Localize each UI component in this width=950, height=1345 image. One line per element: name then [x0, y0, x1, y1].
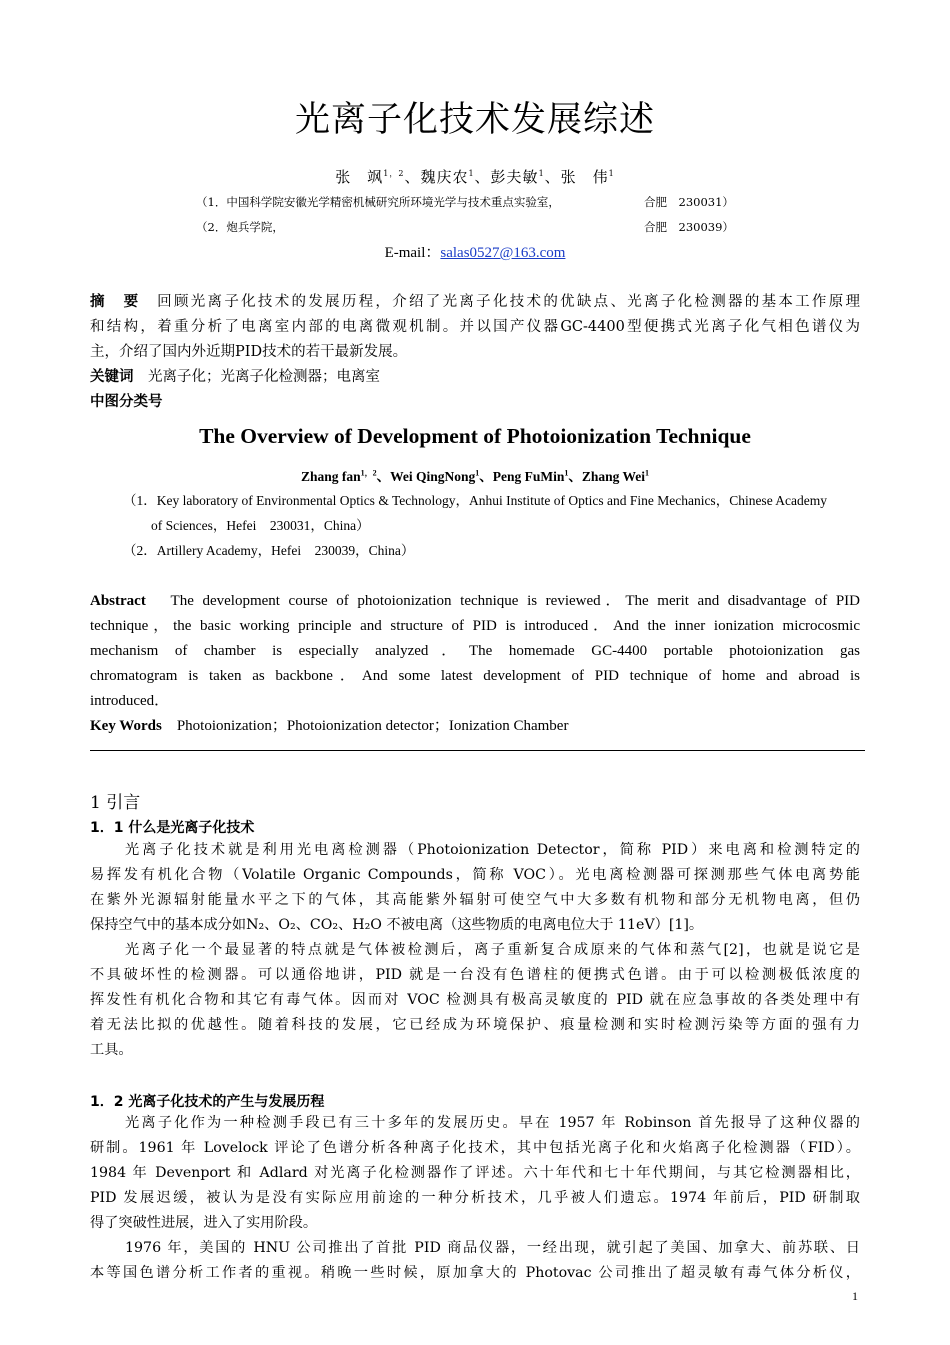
page-number: 1	[852, 1289, 858, 1303]
keywords-en: Key Words Photoionization；Photoionization detector；Ionization Chamber	[90, 718, 569, 734]
affiliation-cn-1: （1．中国科学院安徽光学精密机械研究所环境光学与技术重点实验室， 合肥 230031）	[196, 195, 734, 209]
section-1-heading: 1 引言	[90, 793, 141, 813]
subsection-1-2-body: 光离子化作为一种检测手段已有三十多年的发展历史。早在 1957 年 Robinson 首先报导了这种仪器的 研制。1961 年 Lovelock 评论了色谱分析各种离子化技术，其中包括光离子化和火焰离子化检测器（FID）。 1984 年 Devenport 和 Adlard 对光离子化检测器作了评述。六十年代和七十年代期间，与其它检测器相比， PID 发展迟缓，被认为是没有实际应用前途的一种分析技术，几乎被人们遗忘。1974 年前后，PID 研制取 得了突破性进展，进入了实用阶段。 1976 年，美国的 HNU 公司推出了首批 PID 商品仪器，一经出现，就引起了美国、加拿大、前苏联、日 本等国色谱分析工作者的重视。稍晚一些时候，原加拿大的 Photovac 公司推出了超灵敏有毒气体分析仪，	[90, 1115, 860, 1281]
affiliation-cn-2: （2．炮兵学院， 合肥 230039）	[196, 220, 734, 234]
divider	[90, 750, 865, 751]
abstract-en: Abstract The development course of photoionization technique is reviewed．The merit and disadvantage of PID technique，the basic working principle and structure of PID is introduced．And the inner ionization microcosmic mechanism of chamber is especially analyzed．The homemade GC-4400 portable photoionization gas chromatogram is taken as backbone．And some latest development of PID technique of home and abroad is introduced． Key Words Photoionization；Photoionization detector；Ionization Chamber	[90, 589, 860, 739]
subsection-1-1-heading: 1．1 什么是光离子化技术	[90, 820, 255, 836]
keywords-cn: 关键词 光离子化；光离子化检测器；电离室	[90, 369, 380, 385]
abstract-en-label: Abstract	[90, 593, 146, 609]
abstract-cn-label: 摘 要	[90, 294, 141, 310]
abstract-cn: 摘 要 回顾光离子化技术的发展历程，介绍了光离子化技术的优缺点、光离子化检测器的基本工作原理 和结构，着重分析了电离室内部的电离微观机制。并以国产仪器GC-4400型便携式光离子化气相色谱仪为 主，介绍了国内外近期PID技术的若干最新发展。 关键词 光离子化；光离子化检测器；电离室 中图分类号	[90, 290, 860, 415]
subsection-1-1-body: 光离子化技术就是利用光电离检测器（Photoionization Detector，简称 PID）来电离和检测特定的 易挥发有机化合物（Volatile Organic Compounds，简称 VOC）。光电离检测器可探测那些气体电离势能 在紫外光源辐射能量水平之下的气体，其高能紫外辐射可使空气中大多数有机物和部分无机物电离，但仍 保持空气中的基本成分如N₂、O₂、CO₂、H₂O 不被电离（这些物质的电离电位大于 11eV）[1]。 光离子化一个最显著的特点就是气体被检测后，离子重新复合成原来的气体和蒸气[2]，也就是说它是 不具破坏性的检测器。可以通俗地讲，PID 就是一台没有色谱柱的便携式色谱。由于可以检测极低浓度的 挥发性有机化合物和其它有毒气体。因而对 VOC 检测具有极高灵敏度的 PID 就在应急事故的各类处理中有 着无法比拟的优越性。随着科技的发展，它已经成为环境保护、痕量检测和实时检测污染等方面的强有力 工具。	[90, 842, 860, 1058]
authors-en: Zhang fan$^{1,2}$、Wei QingNong$^1$、Peng FuMin$^1$、Zhang Wei$^1$	[300, 468, 650, 484]
email-link[interactable]: salas0527@163.com	[440, 245, 566, 261]
authors-cn: 张 飒$^{1,2}$、魏庆农$^1$、彭夫敏$^1$、张 伟$^1$	[335, 168, 615, 186]
email-line: E-mail：salas0527@163.com	[384, 245, 566, 261]
clc-number: 中图分类号	[90, 394, 163, 410]
paper-title: 光离子化技术发展综述	[294, 100, 655, 140]
affiliations-en: （1．Key laboratory of Environmental Optics & Technology，Anhui Institute of Optics and Fine Mechanics，Chinese Academy of Sciences，Hefei 230031，China） （2．Artillery Academy，Hefei 230039，China）	[123, 493, 828, 558]
subsection-1-2-heading: 1．2 光离子化技术的产生与发展历程	[90, 1094, 325, 1110]
english-title: The Overview of Development of Photoionization Technique	[199, 424, 751, 448]
